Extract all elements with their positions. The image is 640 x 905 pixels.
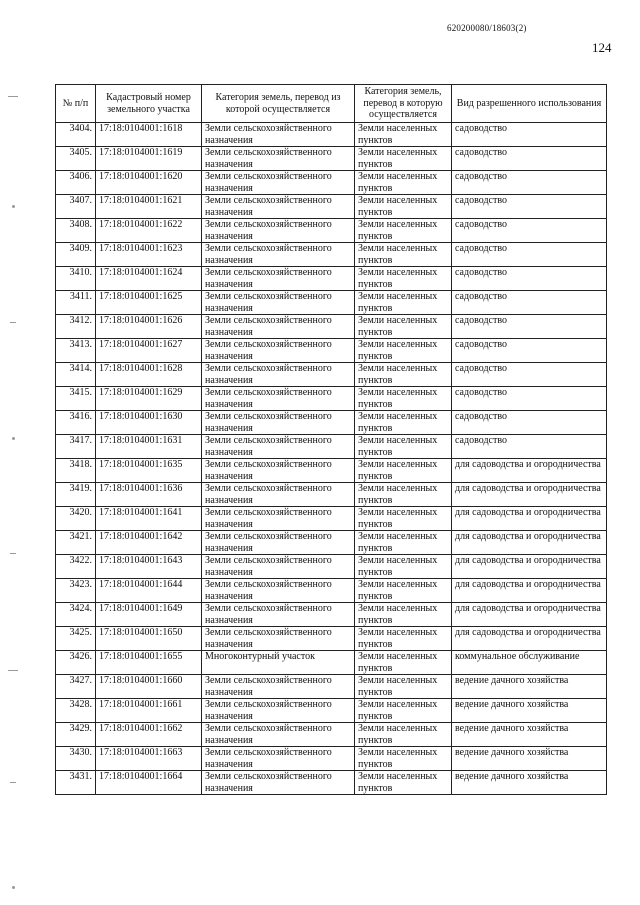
category-to: Земли населенных пунктов bbox=[355, 219, 452, 243]
permitted-use: для садоводства и огородничества bbox=[452, 579, 607, 603]
row-number: 3424. bbox=[56, 603, 96, 627]
table-row bbox=[56, 627, 607, 651]
category-to: Земли населенных пунктов bbox=[355, 147, 452, 171]
permitted-use: садоводство bbox=[452, 387, 607, 411]
category-from: Земли сельскохозяйственного назначения bbox=[202, 723, 355, 747]
table-row bbox=[56, 483, 607, 507]
category-from: Земли сельскохозяйственного назначения bbox=[202, 363, 355, 387]
cadastral-number: 17:18:0104001:1623 bbox=[96, 243, 202, 267]
category-to: Земли населенных пунктов bbox=[355, 771, 452, 795]
scan-margin-mark bbox=[12, 886, 15, 889]
category-from: Земли сельскохозяйственного назначения bbox=[202, 435, 355, 459]
permitted-use: для садоводства и огородничества bbox=[452, 627, 607, 651]
table-row bbox=[56, 291, 607, 315]
table-row bbox=[56, 531, 607, 555]
cadastral-number: 17:18:0104001:1660 bbox=[96, 675, 202, 699]
permitted-use: ведение дачного хозяйства bbox=[452, 747, 607, 771]
category-from: Многоконтурный участок bbox=[202, 651, 355, 675]
permitted-use: садоводство bbox=[452, 291, 607, 315]
category-to: Земли населенных пунктов bbox=[355, 651, 452, 675]
row-number: 3405. bbox=[56, 147, 96, 171]
column-header-category-from: Категория земель, перевод из которой осуществляется bbox=[202, 85, 355, 123]
land-registry-table bbox=[55, 84, 607, 795]
cadastral-number: 17:18:0104001:1635 bbox=[96, 459, 202, 483]
category-from: Земли сельскохозяйственного назначения bbox=[202, 411, 355, 435]
table-row bbox=[56, 315, 607, 339]
category-to: Земли населенных пунктов bbox=[355, 723, 452, 747]
permitted-use: для садоводства и огородничества bbox=[452, 555, 607, 579]
table-row bbox=[56, 171, 607, 195]
table-row bbox=[56, 699, 607, 723]
row-number: 3428. bbox=[56, 699, 96, 723]
cadastral-number: 17:18:0104001:1627 bbox=[96, 339, 202, 363]
cadastral-number: 17:18:0104001:1649 bbox=[96, 603, 202, 627]
table-row bbox=[56, 243, 607, 267]
category-to: Земли населенных пунктов bbox=[355, 507, 452, 531]
row-number: 3409. bbox=[56, 243, 96, 267]
column-header-category-to: Категория земель, перевод в которую осуществляется bbox=[355, 85, 452, 123]
permitted-use: для садоводства и огородничества bbox=[452, 531, 607, 555]
permitted-use: садоводство bbox=[452, 171, 607, 195]
table-row bbox=[56, 675, 607, 699]
category-to: Земли населенных пунктов bbox=[355, 531, 452, 555]
row-number: 3413. bbox=[56, 339, 96, 363]
category-from: Земли сельскохозяйственного назначения bbox=[202, 267, 355, 291]
table-row bbox=[56, 363, 607, 387]
cadastral-number: 17:18:0104001:1644 bbox=[96, 579, 202, 603]
category-to: Земли населенных пунктов bbox=[355, 363, 452, 387]
category-from: Земли сельскохозяйственного назначения bbox=[202, 459, 355, 483]
scan-margin-mark bbox=[8, 96, 18, 97]
cadastral-number: 17:18:0104001:1642 bbox=[96, 531, 202, 555]
row-number: 3406. bbox=[56, 171, 96, 195]
category-to: Земли населенных пунктов bbox=[355, 291, 452, 315]
row-number: 3404. bbox=[56, 123, 96, 147]
row-number: 3431. bbox=[56, 771, 96, 795]
cadastral-number: 17:18:0104001:1643 bbox=[96, 555, 202, 579]
permitted-use: ведение дачного хозяйства bbox=[452, 675, 607, 699]
category-from: Земли сельскохозяйственного назначения bbox=[202, 315, 355, 339]
row-number: 3430. bbox=[56, 747, 96, 771]
category-to: Земли населенных пунктов bbox=[355, 603, 452, 627]
category-from: Земли сельскохозяйственного назначения bbox=[202, 387, 355, 411]
permitted-use: садоводство bbox=[452, 315, 607, 339]
table-header-row bbox=[56, 85, 607, 123]
scan-margin-mark bbox=[10, 782, 16, 783]
row-number: 3407. bbox=[56, 195, 96, 219]
category-to: Земли населенных пунктов bbox=[355, 243, 452, 267]
permitted-use: для садоводства и огородничества bbox=[452, 483, 607, 507]
category-from: Земли сельскохозяйственного назначения bbox=[202, 291, 355, 315]
cadastral-number: 17:18:0104001:1629 bbox=[96, 387, 202, 411]
cadastral-number: 17:18:0104001:1622 bbox=[96, 219, 202, 243]
row-number: 3427. bbox=[56, 675, 96, 699]
row-number: 3429. bbox=[56, 723, 96, 747]
table-row bbox=[56, 555, 607, 579]
column-header-permitted-use: Вид разрешенного использования bbox=[452, 85, 607, 123]
category-from: Земли сельскохозяйственного назначения bbox=[202, 147, 355, 171]
table-row bbox=[56, 411, 607, 435]
category-to: Земли населенных пунктов bbox=[355, 387, 452, 411]
permitted-use: садоводство bbox=[452, 339, 607, 363]
category-to: Земли населенных пунктов bbox=[355, 435, 452, 459]
table-row bbox=[56, 435, 607, 459]
cadastral-number: 17:18:0104001:1631 bbox=[96, 435, 202, 459]
row-number: 3415. bbox=[56, 387, 96, 411]
table-row bbox=[56, 339, 607, 363]
category-to: Земли населенных пунктов bbox=[355, 267, 452, 291]
table-row bbox=[56, 603, 607, 627]
cadastral-number: 17:18:0104001:1661 bbox=[96, 699, 202, 723]
cadastral-number: 17:18:0104001:1663 bbox=[96, 747, 202, 771]
category-from: Земли сельскохозяйственного назначения bbox=[202, 579, 355, 603]
category-to: Земли населенных пунктов bbox=[355, 459, 452, 483]
row-number: 3426. bbox=[56, 651, 96, 675]
column-header-number: № п/п bbox=[56, 85, 96, 123]
table-row bbox=[56, 387, 607, 411]
permitted-use: садоводство bbox=[452, 243, 607, 267]
row-number: 3417. bbox=[56, 435, 96, 459]
category-from: Земли сельскохозяйственного назначения bbox=[202, 123, 355, 147]
row-number: 3416. bbox=[56, 411, 96, 435]
row-number: 3411. bbox=[56, 291, 96, 315]
document-id: 620200080/18603(2) bbox=[447, 23, 527, 33]
row-number: 3420. bbox=[56, 507, 96, 531]
category-from: Земли сельскохозяйственного назначения bbox=[202, 699, 355, 723]
category-to: Земли населенных пунктов bbox=[355, 315, 452, 339]
category-to: Земли населенных пунктов bbox=[355, 411, 452, 435]
column-header-cadastral: Кадастровый номер земельного участка bbox=[96, 85, 202, 123]
permitted-use: ведение дачного хозяйства bbox=[452, 699, 607, 723]
permitted-use: коммунальное обслуживание bbox=[452, 651, 607, 675]
cadastral-number: 17:18:0104001:1641 bbox=[96, 507, 202, 531]
permitted-use: садоводство bbox=[452, 123, 607, 147]
category-to: Земли населенных пунктов bbox=[355, 195, 452, 219]
cadastral-number: 17:18:0104001:1621 bbox=[96, 195, 202, 219]
permitted-use: садоводство bbox=[452, 147, 607, 171]
category-from: Земли сельскохозяйственного назначения bbox=[202, 483, 355, 507]
category-from: Земли сельскохозяйственного назначения bbox=[202, 339, 355, 363]
row-number: 3422. bbox=[56, 555, 96, 579]
permitted-use: садоводство bbox=[452, 411, 607, 435]
permitted-use: садоводство bbox=[452, 435, 607, 459]
category-from: Земли сельскохозяйственного назначения bbox=[202, 507, 355, 531]
category-to: Земли населенных пунктов bbox=[355, 579, 452, 603]
category-from: Земли сельскохозяйственного назначения bbox=[202, 747, 355, 771]
category-to: Земли населенных пунктов bbox=[355, 627, 452, 651]
category-from: Земли сельскохозяйственного назначения bbox=[202, 195, 355, 219]
permitted-use: садоводство bbox=[452, 219, 607, 243]
row-number: 3412. bbox=[56, 315, 96, 339]
cadastral-number: 17:18:0104001:1619 bbox=[96, 147, 202, 171]
row-number: 3425. bbox=[56, 627, 96, 651]
category-to: Земли населенных пунктов bbox=[355, 747, 452, 771]
category-to: Земли населенных пунктов bbox=[355, 675, 452, 699]
cadastral-number: 17:18:0104001:1655 bbox=[96, 651, 202, 675]
category-to: Земли населенных пунктов bbox=[355, 699, 452, 723]
scan-margin-mark bbox=[12, 437, 15, 440]
cadastral-number: 17:18:0104001:1636 bbox=[96, 483, 202, 507]
cadastral-number: 17:18:0104001:1626 bbox=[96, 315, 202, 339]
scan-margin-mark bbox=[8, 670, 18, 671]
table-row bbox=[56, 123, 607, 147]
category-from: Земли сельскохозяйственного назначения bbox=[202, 555, 355, 579]
permitted-use: для садоводства и огородничества bbox=[452, 507, 607, 531]
category-to: Земли населенных пунктов bbox=[355, 171, 452, 195]
row-number: 3418. bbox=[56, 459, 96, 483]
table-row bbox=[56, 747, 607, 771]
table-row bbox=[56, 771, 607, 795]
row-number: 3408. bbox=[56, 219, 96, 243]
cadastral-number: 17:18:0104001:1630 bbox=[96, 411, 202, 435]
category-to: Земли населенных пунктов bbox=[355, 555, 452, 579]
row-number: 3410. bbox=[56, 267, 96, 291]
permitted-use: для садоводства и огородничества bbox=[452, 603, 607, 627]
scan-margin-mark bbox=[10, 553, 16, 554]
table-row bbox=[56, 459, 607, 483]
cadastral-number: 17:18:0104001:1620 bbox=[96, 171, 202, 195]
category-to: Земли населенных пунктов bbox=[355, 339, 452, 363]
table-row bbox=[56, 651, 607, 675]
scan-margin-mark bbox=[10, 322, 16, 323]
category-from: Земли сельскохозяйственного назначения bbox=[202, 243, 355, 267]
row-number: 3419. bbox=[56, 483, 96, 507]
category-from: Земли сельскохозяйственного назначения bbox=[202, 675, 355, 699]
category-to: Земли населенных пунктов bbox=[355, 483, 452, 507]
cadastral-number: 17:18:0104001:1650 bbox=[96, 627, 202, 651]
permitted-use: ведение дачного хозяйства bbox=[452, 723, 607, 747]
scan-margin-mark bbox=[12, 205, 15, 208]
page-number: 124 bbox=[592, 40, 612, 55]
permitted-use: садоводство bbox=[452, 363, 607, 387]
table-row bbox=[56, 195, 607, 219]
cadastral-number: 17:18:0104001:1664 bbox=[96, 771, 202, 795]
category-from: Земли сельскохозяйственного назначения bbox=[202, 171, 355, 195]
table-row bbox=[56, 267, 607, 291]
category-to: Земли населенных пунктов bbox=[355, 123, 452, 147]
table-row bbox=[56, 507, 607, 531]
category-from: Земли сельскохозяйственного назначения bbox=[202, 219, 355, 243]
cadastral-number: 17:18:0104001:1618 bbox=[96, 123, 202, 147]
permitted-use: садоводство bbox=[452, 195, 607, 219]
cadastral-number: 17:18:0104001:1625 bbox=[96, 291, 202, 315]
cadastral-number: 17:18:0104001:1624 bbox=[96, 267, 202, 291]
row-number: 3421. bbox=[56, 531, 96, 555]
cadastral-number: 17:18:0104001:1662 bbox=[96, 723, 202, 747]
table-row bbox=[56, 579, 607, 603]
permitted-use: садоводство bbox=[452, 267, 607, 291]
table-row bbox=[56, 723, 607, 747]
row-number: 3414. bbox=[56, 363, 96, 387]
category-from: Земли сельскохозяйственного назначения bbox=[202, 771, 355, 795]
permitted-use: ведение дачного хозяйства bbox=[452, 771, 607, 795]
table-row bbox=[56, 219, 607, 243]
category-from: Земли сельскохозяйственного назначения bbox=[202, 627, 355, 651]
cadastral-number: 17:18:0104001:1628 bbox=[96, 363, 202, 387]
category-from: Земли сельскохозяйственного назначения bbox=[202, 531, 355, 555]
permitted-use: для садоводства и огородничества bbox=[452, 459, 607, 483]
table-row bbox=[56, 147, 607, 171]
row-number: 3423. bbox=[56, 579, 96, 603]
category-from: Земли сельскохозяйственного назначения bbox=[202, 603, 355, 627]
